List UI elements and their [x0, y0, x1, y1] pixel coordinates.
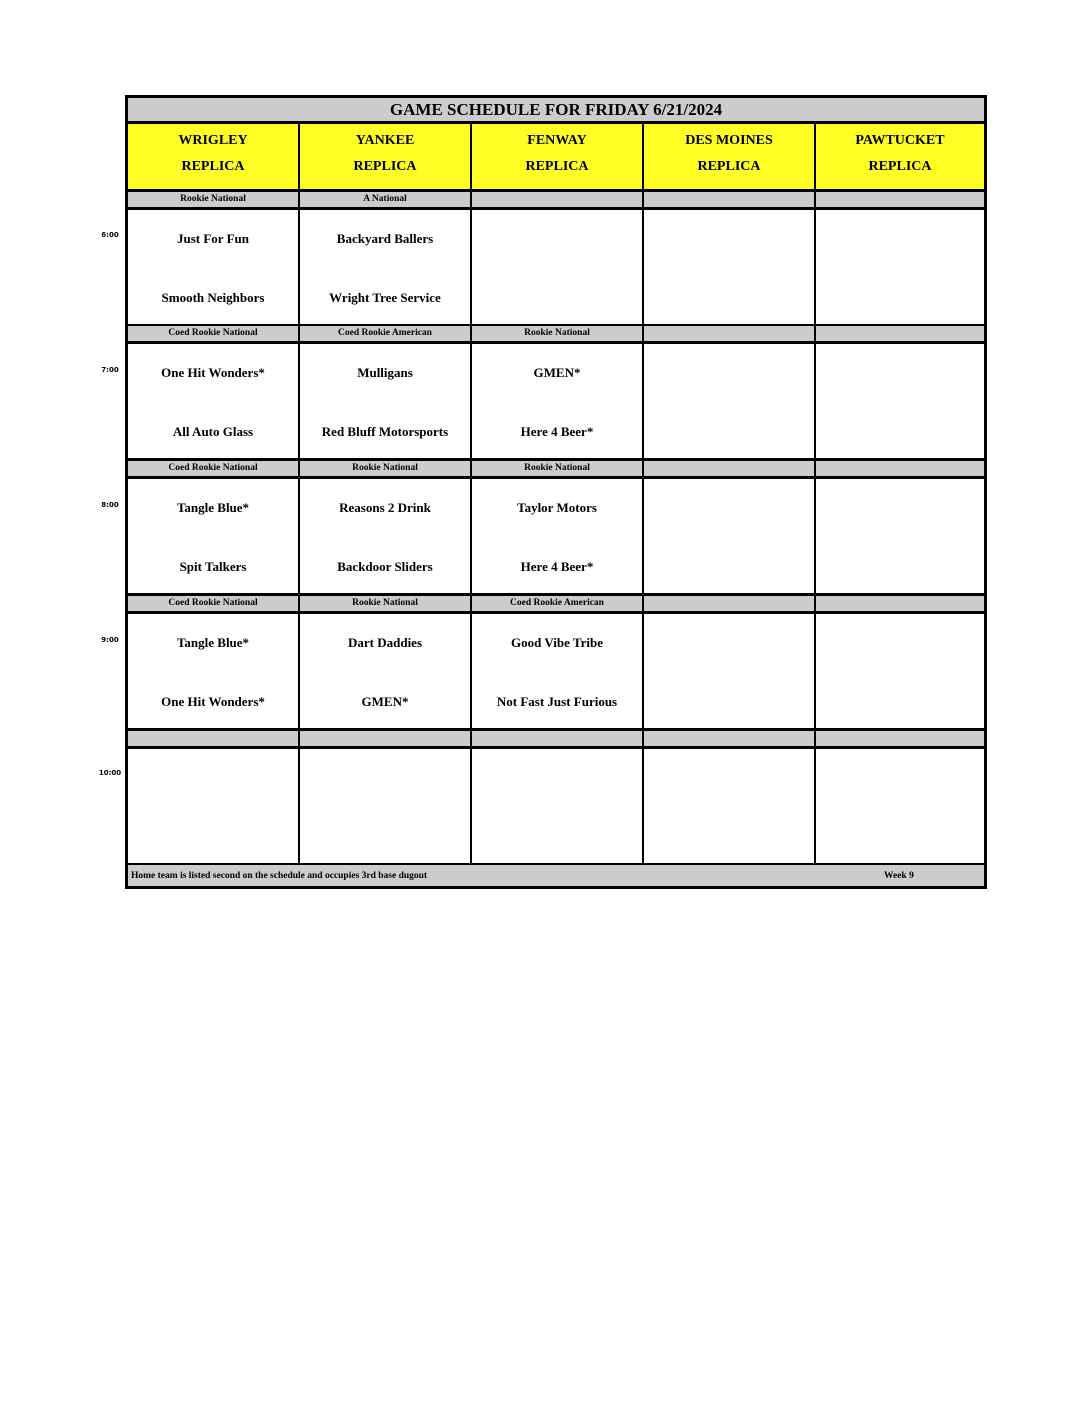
- game-cell: [128, 614, 298, 728]
- park-header: [128, 124, 298, 189]
- game-cell: [472, 344, 642, 458]
- away-team: Just For Fun: [177, 231, 249, 246]
- home-team: All Auto Glass: [172, 424, 254, 439]
- division-label: Coed Rookie American: [472, 596, 642, 611]
- park-subtitle: REPLICA: [181, 159, 245, 174]
- park-header: [472, 124, 642, 189]
- game-cell: [300, 479, 470, 593]
- division-label: [300, 731, 470, 746]
- home-team: Smooth Neighbors: [161, 290, 265, 305]
- game-cell: [128, 479, 298, 593]
- game-cell: [644, 749, 814, 863]
- division-label: [644, 731, 814, 746]
- game-cell: [644, 210, 814, 324]
- home-team: Red Bluff Motorsports: [321, 424, 449, 439]
- game-cell: [816, 479, 984, 593]
- home-team: Wright Tree Service: [329, 290, 441, 305]
- park-header: [644, 124, 814, 189]
- game-cell: [816, 614, 984, 728]
- park-name: DES MOINES: [685, 133, 773, 148]
- division-label: Rookie National: [300, 461, 470, 476]
- division-label: Coed Rookie American: [300, 326, 470, 341]
- away-team: Tangle Blue*: [176, 500, 250, 515]
- home-team: Spit Talkers: [179, 559, 247, 574]
- division-label: [816, 731, 984, 746]
- division-label: [816, 192, 984, 207]
- game-cell: [644, 344, 814, 458]
- park-subtitle: REPLICA: [697, 159, 761, 174]
- park-header: [816, 124, 984, 189]
- away-team: Dart Daddies: [347, 635, 423, 650]
- schedule-table: [125, 95, 987, 889]
- away-team: Taylor Motors: [517, 500, 597, 515]
- division-label: Rookie National: [300, 596, 470, 611]
- home-team-note: Home team is listed second on the schedule and occupies 3rd base dugout: [131, 871, 428, 881]
- home-team: Here 4 Beer*: [520, 424, 594, 439]
- division-label: A National: [300, 192, 470, 207]
- park-header: [300, 124, 470, 189]
- game-cell: [128, 210, 298, 324]
- park-name: YANKEE: [355, 133, 415, 148]
- division-label: [816, 326, 984, 341]
- park-subtitle: REPLICA: [525, 159, 589, 174]
- division-label: Rookie National: [472, 326, 642, 341]
- division-label: Rookie National: [472, 461, 642, 476]
- game-cell: [300, 210, 470, 324]
- game-cell: [128, 749, 298, 863]
- division-label: [644, 326, 814, 341]
- footer-bar: [128, 865, 984, 886]
- game-cell: [472, 749, 642, 863]
- game-cell: [472, 614, 642, 728]
- division-label: [472, 192, 642, 207]
- away-team: GMEN*: [533, 365, 581, 380]
- away-team: Good Vibe Tribe: [511, 635, 603, 650]
- division-label: Coed Rookie National: [128, 596, 298, 611]
- game-cell: [644, 614, 814, 728]
- game-cell: [816, 749, 984, 863]
- division-label: [644, 461, 814, 476]
- away-team: Backyard Ballers: [336, 231, 434, 246]
- game-cell: [472, 479, 642, 593]
- division-label: [816, 596, 984, 611]
- park-name: WRIGLEY: [178, 133, 248, 148]
- game-cell: [300, 749, 470, 863]
- away-team: One Hit Wonders*: [161, 365, 265, 380]
- park-name: PAWTUCKET: [855, 133, 945, 148]
- game-cell: [128, 344, 298, 458]
- game-cell: [472, 210, 642, 324]
- game-cell: [816, 210, 984, 324]
- time-label: 9:00: [101, 636, 119, 644]
- time-label: 10:00: [98, 769, 122, 777]
- home-team: One Hit Wonders*: [161, 694, 265, 709]
- time-label: 7:00: [101, 366, 119, 374]
- week-label: Week 9: [884, 871, 914, 881]
- game-cell: [644, 479, 814, 593]
- division-label: [816, 461, 984, 476]
- division-label: Coed Rookie National: [128, 326, 298, 341]
- time-label: 8:00: [101, 501, 119, 509]
- park-subtitle: REPLICA: [868, 159, 932, 174]
- park-subtitle: REPLICA: [353, 159, 417, 174]
- home-team: Here 4 Beer*: [520, 559, 594, 574]
- game-cell: [816, 344, 984, 458]
- schedule-title: GAME SCHEDULE FOR FRIDAY 6/21/2024: [128, 98, 984, 121]
- home-team: GMEN*: [361, 694, 409, 709]
- away-team: Mulligans: [357, 365, 413, 380]
- game-cell: [300, 344, 470, 458]
- division-label: Coed Rookie National: [128, 461, 298, 476]
- division-label: [644, 192, 814, 207]
- home-team: Not Fast Just Furious: [496, 694, 618, 709]
- home-team: Backdoor Sliders: [337, 559, 433, 574]
- away-team: Tangle Blue*: [176, 635, 250, 650]
- division-label: [128, 731, 298, 746]
- away-team: Reasons 2 Drink: [339, 500, 431, 515]
- division-label: [472, 731, 642, 746]
- division-label: [644, 596, 814, 611]
- time-label: 6:00: [101, 231, 119, 239]
- division-label: Rookie National: [128, 192, 298, 207]
- game-cell: [300, 614, 470, 728]
- park-name: FENWAY: [527, 133, 587, 148]
